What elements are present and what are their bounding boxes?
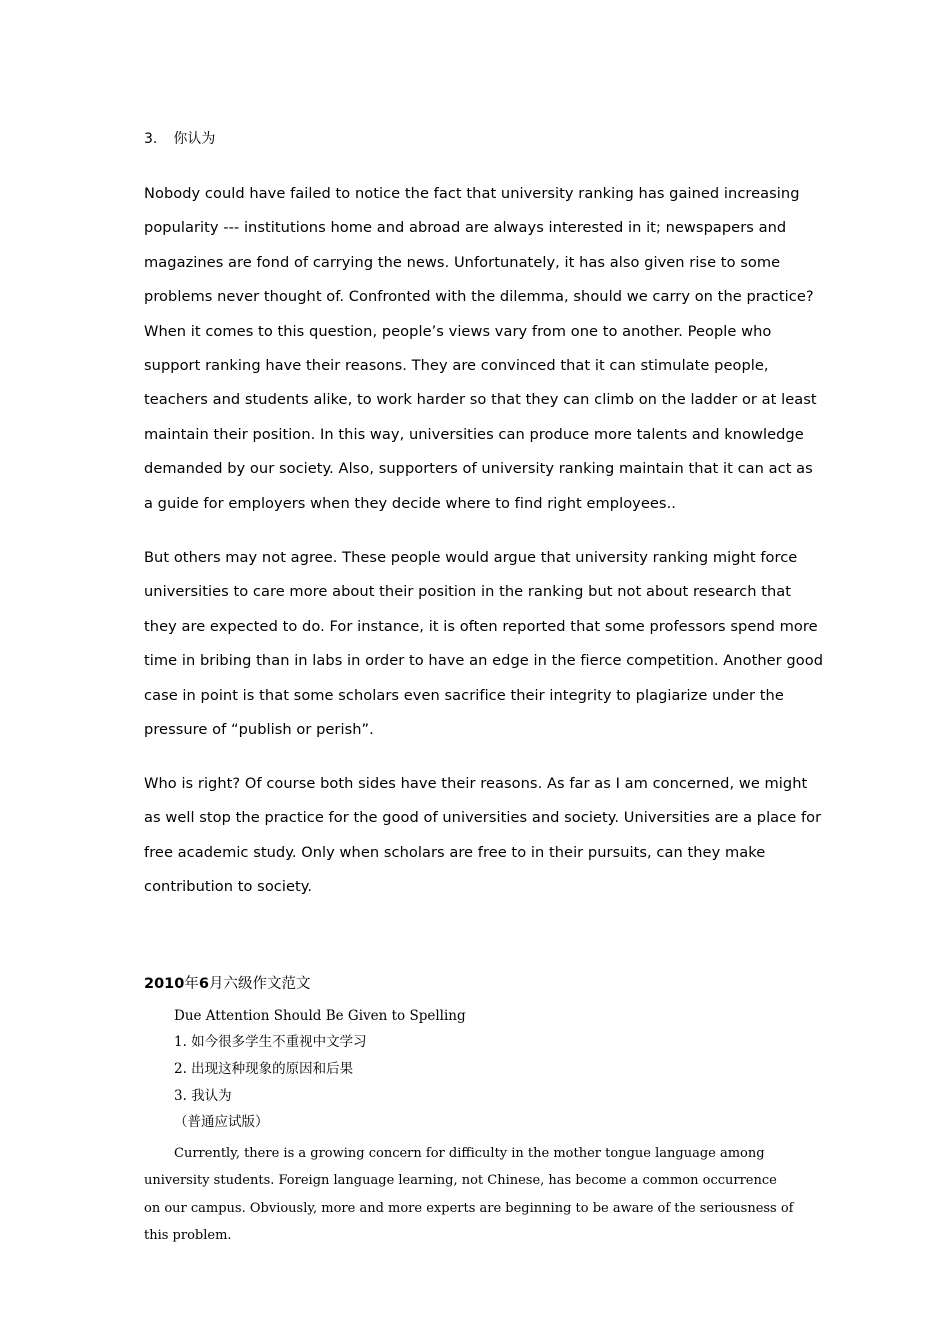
section-title <box>144 974 310 994</box>
essay-paragraph-1 <box>144 177 824 521</box>
section-title-year-suffix: 年 <box>184 976 199 992</box>
outline-item-1: 1. 如今很多学生不重视中文学习 <box>174 1034 367 1050</box>
outline-item-2: 2. 出现这种现象的原因和后果 <box>174 1061 354 1077</box>
paragraph-text: But others may not agree. These people would argue that university ranking might force universities to care more about their position in the ranking but not about research that they are expected to do. For instance, it is often reported that some professors spend more time in bribing than in labs in order to have an edge in the fierce competition. Another good case in point is that some scholars even sacrifice their integrity to plagiarize under the pressure of “publish or perish”. <box>144 549 824 739</box>
version-label: （普通应试版） <box>174 1114 269 1130</box>
question-header <box>144 129 215 150</box>
question-text: 你认为 <box>173 131 216 147</box>
essay-subtitle: Due Attention Should Be Given to Spelling <box>174 1008 466 1024</box>
sample-essay-body <box>144 1140 794 1249</box>
sample-essay-paragraph: Currently, there is a growing concern for difficulty in the mother tongue language among university students. Foreign language learning, not Chinese, has become a common occurrence on our campus. Obviously, more and more experts are beginning to be aware of the seriousness of this problem. <box>144 1146 794 1243</box>
section-title-month: 6 <box>198 976 209 992</box>
essay-paragraph-2 <box>144 541 824 747</box>
outline-item-3: 3. 我认为 <box>174 1088 232 1104</box>
essay-paragraph-3 <box>144 767 824 905</box>
paragraph-text: Who is right? Of course both sides have their reasons. As far as I am concerned, we might as well stop the practice for the good of universities and society. Universities are a place for free academic study. Only when scholars are free to in their pursuits, can they make contribution to society. <box>144 775 822 896</box>
section-title-year: 2010 <box>144 976 185 992</box>
paragraph-text: Nobody could have failed to notice the fact that university ranking has gained increasing popularity --- institutions home and abroad are always interested in it; newspapers and magazines are fond of carrying the news. Unfortunately, it has also given rise to some problems never thought of. Confronted with the dilemma, should we carry on the practice? When it comes to this question, people’s views vary from one to another. People who support ranking have their reasons. They are convinced that it can stimulate people, teachers and students alike, to work harder so that they can climb on the ladder or at least maintain their position. In this way, universities can produce more talents and knowledge demanded by our society. Also, supporters of university ranking maintain that it can act as a guide for employers when they decide where to find right employees.. <box>144 185 817 512</box>
question-number: 3. <box>144 131 158 147</box>
section-title-suffix: 月六级作文范文 <box>208 976 311 992</box>
